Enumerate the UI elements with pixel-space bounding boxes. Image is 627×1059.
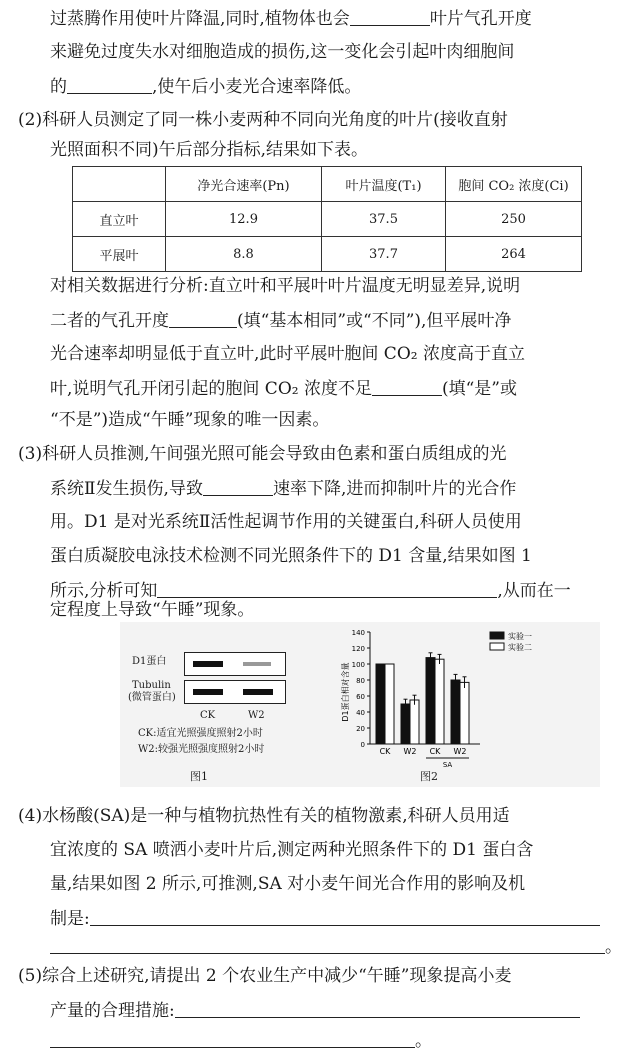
- tubulin-gel-strip: [184, 680, 286, 704]
- y-tick-label: 60: [356, 693, 365, 701]
- table-row: [73, 202, 582, 237]
- q2-analysis-2: 二者的气孔开度 (填“基本相同”或“不同”),但平展叶净: [50, 311, 512, 331]
- legend-swatch: [490, 632, 504, 639]
- q4-line-2: 宜浓度的 SA 喷洒小麦叶片后,测定两种光照条件下的 D1 蛋白含: [50, 840, 534, 860]
- q2-analysis-3: 光合速率却明显低于直立叶,此时平展叶胞间 CO₂ 浓度高于直立: [50, 344, 525, 364]
- table-cell: 264: [446, 237, 582, 272]
- y-tick-label: 120: [351, 645, 365, 653]
- legend-label: 实验二: [508, 643, 532, 652]
- answer-blank[interactable]: [372, 378, 442, 396]
- bar: [451, 680, 460, 744]
- answer-blank[interactable]: [203, 478, 273, 496]
- d1-band-w2: [243, 662, 271, 666]
- figure-2-chart: [340, 622, 600, 772]
- table-row: [73, 237, 582, 272]
- figure-1-caption: 图1: [190, 770, 208, 783]
- tubulin-sub-label: (微管蛋白): [128, 692, 176, 703]
- table-cell: 37.5: [322, 202, 446, 237]
- table-cell: 12.9: [166, 202, 322, 237]
- tubulin-band-w2: [243, 689, 273, 695]
- note-w2: W2:较强光照强度照射2小时: [138, 744, 265, 755]
- bar: [376, 664, 385, 744]
- legend-swatch: [490, 643, 504, 650]
- table-header-cell: [73, 167, 166, 202]
- figure-2-caption: 图2: [420, 770, 438, 783]
- y-axis-label: D1蛋白相对含量: [341, 662, 350, 722]
- answer-blank[interactable]: [175, 1000, 580, 1018]
- q5-line-3: 。: [50, 1030, 432, 1051]
- x-tick-label: W2: [453, 747, 467, 756]
- sa-group-label: SA: [442, 761, 453, 769]
- table-cell: 37.7: [322, 237, 446, 272]
- q3-line-6: 定程度上导致“午睡”现象。: [50, 600, 255, 620]
- d1-label: D1蛋白: [132, 656, 167, 667]
- table-cell: 8.8: [166, 237, 322, 272]
- answer-blank[interactable]: [157, 580, 497, 598]
- bar: [435, 659, 444, 744]
- table-header-cell: 胞间 CO₂ 浓度(Ci): [446, 167, 582, 202]
- table-header-cell: 净光合速率(Pn): [166, 167, 322, 202]
- q3-line-2: 系统Ⅱ发生损伤,导致 速率下降,进而抑制叶片的光合作: [50, 479, 517, 499]
- table-cell: 直立叶: [73, 202, 166, 237]
- q4-line-1: (4)水杨酸(SA)是一种与植物抗热性有关的植物激素,科研人员用适: [18, 806, 510, 826]
- q4-line-4: 制是:: [50, 908, 600, 929]
- figure-panel: [120, 622, 600, 787]
- q1-line-2: 来避免过度失水对细胞造成的损伤,这一变化会引起叶肉细胞间: [50, 42, 515, 62]
- answer-blank[interactable]: [50, 1030, 415, 1048]
- y-tick-label: 100: [351, 661, 365, 669]
- lane-w2-label: W2: [248, 710, 265, 721]
- answer-blank[interactable]: [169, 310, 237, 328]
- q2-line-2: 光照面积不同)午后部分指标,结果如下表。: [50, 140, 369, 160]
- x-tick-label: CK: [429, 747, 441, 756]
- q3-line-4: 蛋白质凝胶电泳技术检测不同光照条件下的 D1 含量,结果如图 1: [50, 546, 532, 566]
- data-table: [72, 166, 582, 272]
- q5-line-1: (5)综合上述研究,请提出 2 个农业生产中减少“午睡”现象提高小麦: [18, 966, 512, 986]
- q4-line-5: 。: [50, 936, 622, 957]
- answer-blank[interactable]: [50, 936, 605, 954]
- table-header-cell: 叶片温度(T₁): [322, 167, 446, 202]
- lane-ck-label: CK: [200, 710, 216, 721]
- bar: [410, 700, 419, 744]
- legend-label: 实验一: [508, 632, 532, 641]
- y-tick-label: 80: [356, 677, 365, 685]
- q5-line-2: 产量的合理措施:: [50, 1000, 580, 1021]
- q2-line-1: (2)科研人员测定了同一株小麦两种不同向光角度的叶片(接收直射: [18, 110, 508, 130]
- y-tick-label: 140: [351, 629, 365, 637]
- q2-analysis-5: “不是”)造成“午睡”现象的唯一因素。: [50, 410, 330, 430]
- answer-blank[interactable]: [350, 8, 430, 26]
- note-ck: CK:适宜光照强度照射2小时: [138, 728, 263, 739]
- y-tick-label: 20: [356, 725, 365, 733]
- d1-band-ck: [193, 661, 223, 667]
- q3-line-3: 用。D1 是对光系统Ⅱ活性起调节作用的关键蛋白,科研人员使用: [50, 512, 522, 532]
- bar: [401, 704, 410, 744]
- q1-line-3: 的 ,使午后小麦光合速率降低。: [50, 77, 362, 97]
- bar: [460, 682, 469, 744]
- y-tick-label: 40: [356, 709, 365, 717]
- y-tick-label: 0: [360, 741, 365, 749]
- x-tick-label: CK: [379, 747, 391, 756]
- q3-line-1: (3)科研人员推测,午间强光照可能会导致由色素和蛋白质组成的光: [18, 444, 507, 464]
- bar: [426, 658, 435, 744]
- answer-blank[interactable]: [67, 76, 152, 94]
- x-tick-label: W2: [403, 747, 417, 756]
- q2-analysis-4: 叶,说明气孔开闭引起的胞间 CO₂ 浓度不足 (填“是”或: [50, 379, 517, 399]
- table-header-row: [73, 167, 582, 202]
- bar: [385, 664, 394, 744]
- q3-line-5: 所示,分析可知 ,从而在一: [50, 581, 571, 601]
- table-cell: 平展叶: [73, 237, 166, 272]
- tubulin-band-ck: [193, 689, 223, 695]
- figure-1: [128, 644, 323, 764]
- tubulin-label: Tubulin: [132, 680, 171, 691]
- q1-line-1: 过蒸腾作用使叶片降温,同时,植物体也会 叶片气孔开度: [50, 9, 532, 29]
- answer-blank[interactable]: [90, 908, 600, 926]
- q4-line-3: 量,结果如图 2 所示,可推测,SA 对小麦午间光合作用的影响及机: [50, 874, 526, 894]
- q2-analysis-1: 对相关数据进行分析:直立叶和平展叶叶片温度无明显差异,说明: [50, 276, 521, 296]
- d1-gel-strip: [184, 652, 286, 676]
- table-cell: 250: [446, 202, 582, 237]
